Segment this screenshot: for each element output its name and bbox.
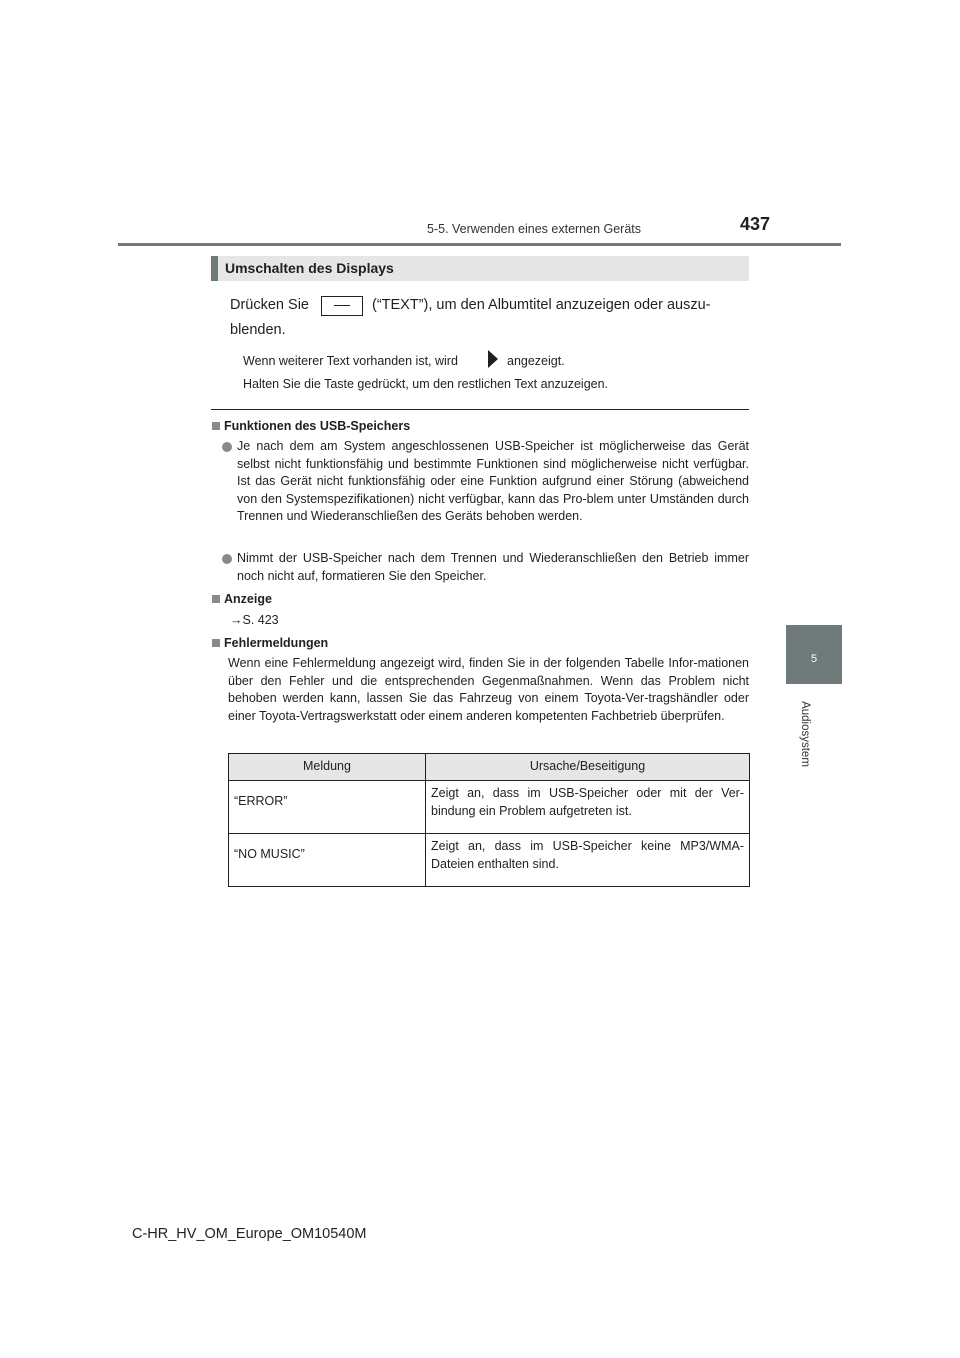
- instruction-text-end: (“TEXT”), um den Albumtitel anzuzeigen oder auszu-: [372, 297, 711, 313]
- error-section-title: [212, 636, 328, 650]
- chapter-label: Audiosystem: [799, 701, 811, 767]
- chapter-tab: [786, 625, 842, 684]
- section-reference: 5-5. Verwenden eines externen Geräts: [427, 222, 642, 236]
- text-button-icon: [321, 296, 363, 316]
- arrow-right-icon: [488, 350, 498, 368]
- section-heading-text: Umschalten des Displays: [225, 260, 394, 276]
- note-line1-end: angezeigt.: [507, 354, 565, 368]
- usb-section-title: [212, 419, 410, 433]
- square-bullet-icon: [212, 595, 220, 603]
- table-row: [229, 834, 750, 887]
- circle-bullet-icon: [222, 554, 232, 564]
- dash-icon: [334, 305, 350, 306]
- square-bullet-icon: [212, 422, 220, 430]
- note-line2: Halten Sie die Taste gedrückt, um den restlichen Text anzuzeigen.: [243, 377, 609, 391]
- instruction-text-start: Drücken Sie: [230, 297, 309, 313]
- usb-bullet-2: Nimmt der USB-Speicher nach dem Trennen und Wiederanschließen den Betrieb immer noch nicht auf, formatieren Sie den Speicher.: [237, 551, 749, 583]
- table-cell-cause: Zeigt an, dass im USB-Speicher oder mit der Ver-bindung ein Problem aufgetreten ist.: [426, 781, 750, 834]
- square-bullet-icon: [212, 639, 220, 647]
- display-section-title-text: Anzeige: [224, 592, 272, 606]
- display-section-title: [212, 592, 272, 606]
- table-cell-message: “NO MUSIC”: [229, 834, 426, 887]
- instruction-text-line2: blenden.: [230, 322, 286, 338]
- section-heading: [211, 256, 749, 281]
- table-header-ursache: Ursache/Beseitigung: [426, 754, 750, 781]
- separator-rule: [211, 409, 749, 410]
- document-code: C-HR_HV_OM_Europe_OM10540M: [132, 1226, 367, 1242]
- circle-bullet-icon: [222, 442, 232, 452]
- table-header-row: [229, 754, 750, 781]
- note-line1-start: Wenn weiterer Text vorhanden ist, wird: [243, 354, 458, 368]
- usb-bullet-1: Je nach dem am System angeschlossenen USB-Speicher ist möglicherweise das Gerät selbst nicht funktionsfähig und bestimmte Funktionen sind möglicherweise nicht verfügbar. Ist das Gerät nicht funktionsfähig oder eine Funktion aufgrund einer Störung (abweichend von den Systemspezifikationen) nicht verfügbar, kann das Pro-blem unter Umständen durch Trennen und Wiederanschließen des Geräts behoben werden.: [237, 439, 749, 523]
- table-cell-message: “ERROR”: [229, 781, 426, 834]
- table-cell-cause: Zeigt an, dass im USB-Speicher keine MP3/WMA-Dateien enthalten sind.: [426, 834, 750, 887]
- error-message-table: [228, 753, 750, 887]
- chapter-number: 5: [810, 653, 818, 665]
- page-number: 437: [740, 214, 771, 234]
- error-section-text: Wenn eine Fehlermeldung angezeigt wird, finden Sie in der folgenden Tabelle Infor-mationen über den Fehler und die entsprechenden Gegenmaßnahmen. Wenn das Problem nicht behoben werden kann, lassen Sie das Fahrzeug von einem Toyota-Ver-tragshändler oder einer Toyota-Vertragswerkstatt oder einem anderen kompetenten Fachbetrieb überprüfen.: [228, 656, 749, 723]
- table-header-meldung: Meldung: [229, 754, 426, 781]
- page-reference-link[interactable]: →S. 423: [230, 613, 279, 627]
- table-row: [229, 781, 750, 834]
- heading-accent: [211, 256, 218, 281]
- header-rule: [118, 243, 841, 246]
- usb-section-title-text: Funktionen des USB-Speichers: [224, 419, 411, 433]
- error-section-title-text: Fehlermeldungen: [224, 636, 329, 650]
